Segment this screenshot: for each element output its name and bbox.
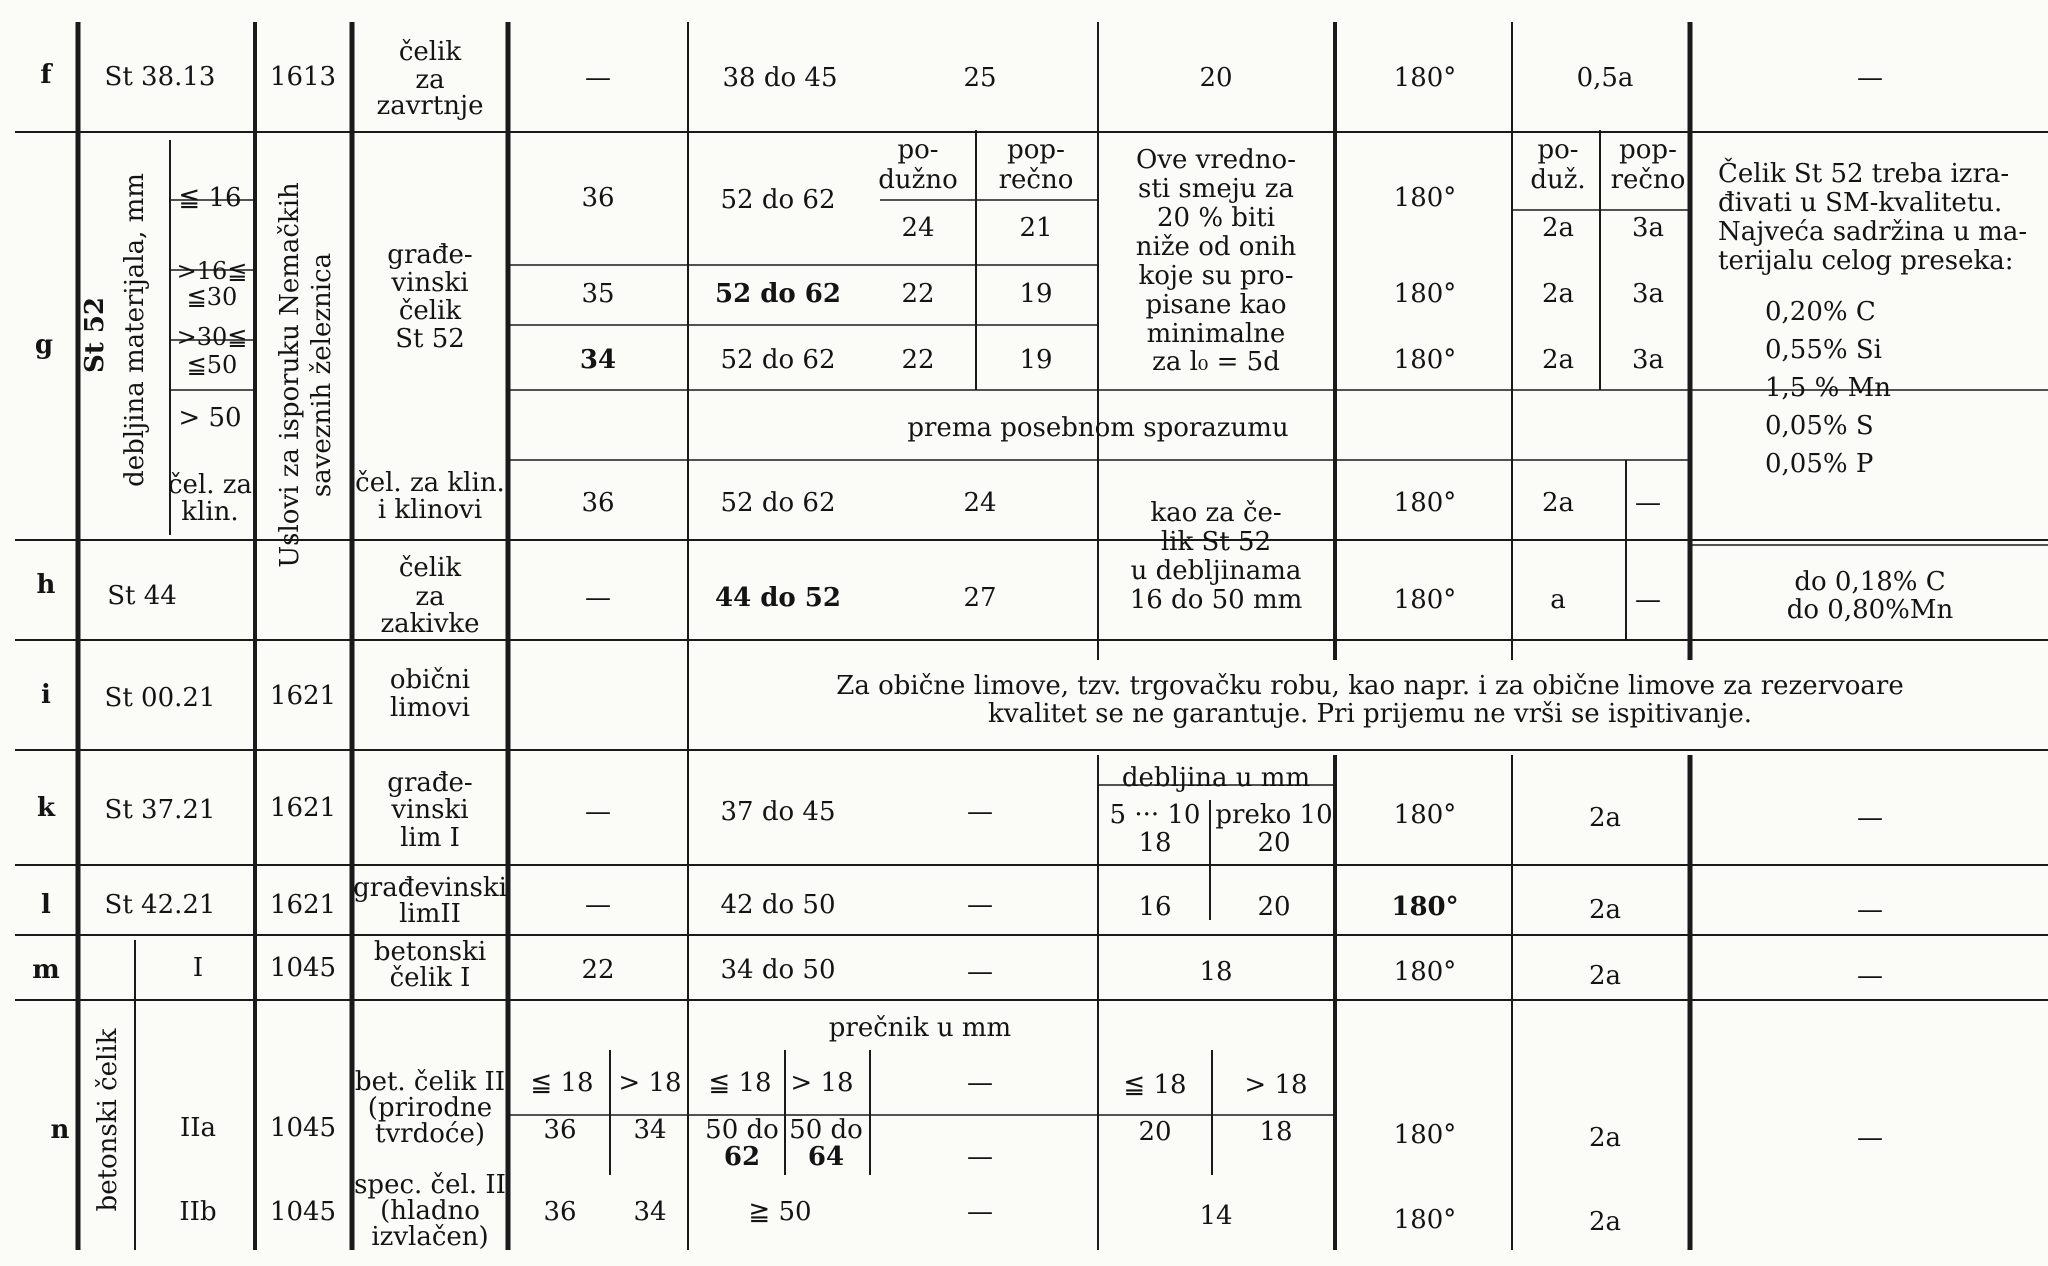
use-g-1: građe- (387, 239, 473, 270)
g-comp-3: 1,5 % Mn (1765, 373, 1891, 403)
m-v: 18 (1199, 956, 1233, 987)
use-g-3: čelik (398, 295, 462, 326)
l-elong: — (967, 889, 993, 920)
din-k: 1621 (269, 792, 337, 823)
row-label-n: n (50, 1114, 70, 1145)
l-strength: 42 do 50 (720, 889, 836, 920)
g-remark-2: đivati u SM-kvalitetu. (1718, 188, 2003, 218)
g-t4: > 50 (178, 402, 242, 433)
n-h6: ≦ 18 (1123, 1069, 1187, 1100)
use2-g-1: čel. za klin. (355, 467, 505, 498)
grade-i: St 00.21 (104, 682, 216, 713)
g-comp-4: 0,05% S (1765, 411, 1874, 441)
row-label-g: g (34, 329, 54, 360)
g-r1-c1: 36 (581, 182, 615, 213)
n-a7: 18 (1259, 1116, 1293, 1147)
f-mandrel: 0,5a (1576, 62, 1634, 93)
stub-vertical-2: saveznih železnica (306, 252, 337, 498)
f-strength: 38 do 45 (722, 62, 838, 93)
n-a1: 36 (543, 1114, 577, 1145)
g-r2-a: 22 (901, 278, 935, 309)
g-r1-m1: 2a (1541, 212, 1575, 243)
g-r5-elong: 24 (963, 487, 997, 518)
g-r1-b: 21 (1019, 212, 1053, 243)
f-remark: — (1857, 62, 1883, 93)
use-k-2: vinski (391, 794, 469, 825)
n-bend: 180° (1393, 1119, 1457, 1150)
f-c1: — (585, 62, 611, 93)
g-subhead-a2: dužno (878, 164, 958, 195)
h-m2: — (1635, 584, 1661, 615)
h-remark-2: do 0,80%Mn (1786, 594, 1954, 625)
g-t3: >30≦ (176, 323, 248, 352)
g-r2-b: 19 (1019, 278, 1053, 309)
n-a3-2: 62 (723, 1141, 761, 1172)
use-f-3: zavrtnje (376, 90, 484, 121)
m-mandrel: 2a (1588, 960, 1622, 991)
g-r3-a: 22 (901, 344, 935, 375)
g-thickness-title: debljina materijala, mm (119, 173, 150, 487)
grade-n-b: IIb (179, 1196, 217, 1227)
n-h5: — (967, 1067, 993, 1098)
din-n-a: 1045 (269, 1112, 337, 1143)
g-r1-strength: 52 do 62 (720, 184, 836, 215)
h-m1: a (1550, 584, 1566, 615)
g-remark-1: Čelik St 52 treba izra- (1718, 159, 2010, 189)
grade-n-a: IIa (179, 1112, 217, 1143)
k-remark: — (1857, 802, 1883, 833)
use-i-1: obični (389, 664, 471, 695)
h-remark-1: do 0,18% C (1794, 566, 1946, 597)
row-label-h: h (36, 569, 56, 600)
g-r1-bend: 180° (1393, 182, 1457, 213)
grade-g: St 52 (79, 296, 110, 374)
g-r5-bend: 180° (1393, 487, 1457, 518)
i-text-1: Za obične limove, tzv. trgovačku robu, kao napr. i za obične limove za rezervoare (836, 670, 1904, 701)
din-l: 1621 (269, 889, 337, 920)
row-label-f: f (40, 59, 52, 90)
use-k-1: građe- (387, 767, 473, 798)
g-note-7: minimalne (1146, 318, 1286, 349)
g-r3-b: 19 (1019, 344, 1053, 375)
grade-k: St 37.21 (104, 794, 216, 825)
h-note-3: u debljinama (1130, 555, 1302, 586)
i-text-2: kvalitet se ne garantuje. Pri prijemu ne vrši se ispitivanje. (988, 698, 1752, 729)
g-r3-c1: 34 (579, 344, 617, 375)
g-subhead-d1: pop- (1619, 134, 1677, 165)
g-t3b: ≦50 (186, 351, 238, 380)
grade-l: St 42.21 (104, 889, 216, 920)
g-subhead-c2: duž. (1530, 164, 1586, 195)
h-strength: 44 do 52 (715, 582, 841, 613)
din-f: 1613 (269, 61, 337, 92)
g-r5-c1: 36 (581, 487, 615, 518)
use-f-2: za (415, 64, 445, 95)
k-th-b: preko 10 (1215, 799, 1333, 830)
use-g-4: St 52 (395, 323, 465, 354)
din-m: 1045 (269, 952, 337, 983)
k-thick-title: debljina u mm (1121, 762, 1311, 793)
use-n-a-2: (prirodne (367, 1092, 493, 1123)
g-r1-a: 24 (901, 212, 935, 243)
use-k-3: lim I (400, 822, 460, 853)
n-h1: ≦ 18 (530, 1067, 594, 1098)
g-comp-5: 0,05% P (1765, 449, 1874, 479)
n-remark: — (1857, 1122, 1883, 1153)
m-elong: — (967, 956, 993, 987)
g-note-2: sti smeju za (1137, 173, 1295, 204)
use-n-a-3: tvrdoće) (375, 1118, 485, 1149)
k-v-a: 18 (1138, 827, 1172, 858)
g-r3-m1: 2a (1541, 344, 1575, 375)
use-l-1: građevinski (353, 872, 507, 903)
h-note-1: kao za če- (1150, 497, 1282, 528)
n-b5: — (967, 1196, 993, 1227)
g-r1-m2: 3a (1631, 212, 1665, 243)
n-h3: ≦ 18 (708, 1067, 772, 1098)
g-remark-4: terijalu celog preseka: (1718, 246, 2014, 276)
h-note-2: lik St 52 (1160, 526, 1272, 557)
g-subhead-b2: rečno (998, 164, 1074, 195)
n-b2: 34 (633, 1196, 667, 1227)
din-n-b: 1045 (269, 1196, 337, 1227)
m-bend: 180° (1393, 956, 1457, 987)
g-note-3: 20 % biti (1156, 202, 1276, 233)
n-diam-title: prečnik u mm (828, 1012, 1012, 1043)
k-elong: — (967, 796, 993, 827)
g-subhead-b1: pop- (1007, 134, 1065, 165)
n-a4-1: 50 do (789, 1114, 863, 1145)
k-th-a: 5 ··· 10 (1109, 799, 1201, 830)
g-r2-m2: 3a (1631, 278, 1665, 309)
row-label-l: l (41, 889, 51, 920)
g-note-5: koje su pro- (1138, 260, 1294, 291)
g-special: prema posebnom sporazumu (907, 412, 1289, 443)
use-f-1: čelik (398, 36, 462, 67)
l-mandrel: 2a (1588, 894, 1622, 925)
use-n-b-1: spec. čel. II (354, 1169, 506, 1200)
n-a6: 20 (1138, 1116, 1172, 1147)
use-h-1: čelik (398, 552, 462, 583)
g-t2b: ≦30 (186, 283, 238, 312)
g-t5-1: čel. za (168, 469, 252, 500)
g-r3-strength: 52 do 62 (720, 344, 836, 375)
n-h7: > 18 (1244, 1069, 1308, 1100)
n-a4-2: 64 (807, 1141, 845, 1172)
g-subhead-a1: po- (897, 134, 939, 165)
row-label-m: m (32, 954, 60, 985)
din-i: 1621 (269, 680, 337, 711)
use2-g-2: i klinovi (377, 494, 483, 525)
g-t5-2: klin. (181, 496, 239, 527)
grade-h: St 44 (107, 580, 177, 611)
h-c1: — (585, 582, 611, 613)
use-h-2: za (415, 581, 445, 612)
grade-f: St 38.13 (104, 61, 216, 92)
n-a3-1: 50 do (705, 1114, 779, 1145)
g-r2-c1: 35 (581, 278, 615, 309)
l-v-b: 20 (1257, 891, 1291, 922)
l-remark: — (1857, 894, 1883, 925)
g-subhead-c1: po- (1537, 134, 1579, 165)
g-t2: >16≦ (176, 257, 248, 286)
use-n-b-2: (hladno (380, 1195, 480, 1226)
n-h2: > 18 (618, 1067, 682, 1098)
use-h-3: zakivke (380, 608, 480, 639)
g-t1: ≦ 16 (178, 182, 242, 213)
g-note-4: niže od onih (1135, 231, 1297, 262)
use-i-2: limovi (390, 692, 470, 723)
n-b3: ≧ 50 (748, 1196, 812, 1227)
grade-m: I (192, 952, 204, 983)
use-m-1: betonski (373, 936, 487, 967)
g-r2-m1: 2a (1541, 278, 1575, 309)
l-c1: — (585, 889, 611, 920)
n-mandrel-b: 2a (1588, 1206, 1622, 1237)
f-elong2: 20 (1199, 62, 1233, 93)
k-c1: — (585, 796, 611, 827)
g-subhead-d2: rečno (1610, 164, 1686, 195)
g-r3-m2: 3a (1631, 344, 1665, 375)
k-bend: 180° (1393, 799, 1457, 830)
h-note-4: 16 do 50 mm (1129, 584, 1303, 615)
use-m-2: čelik I (389, 962, 471, 993)
use-l-2: limII (399, 898, 461, 929)
n-a2: 34 (633, 1114, 667, 1145)
m-strength: 34 do 50 (720, 954, 836, 985)
h-bend: 180° (1393, 584, 1457, 615)
g-r3-bend: 180° (1393, 344, 1457, 375)
f-bend: 180° (1393, 62, 1457, 93)
g-comp-1: 0,20% C (1765, 297, 1876, 327)
n-h4: > 18 (790, 1067, 854, 1098)
use-n-b-3: izvlačen) (371, 1221, 489, 1252)
g-note-8: za l₀ = 5d (1152, 346, 1280, 377)
n-a5: — (967, 1141, 993, 1172)
g-r5-m1: 2a (1541, 487, 1575, 518)
l-v-a: 16 (1138, 891, 1172, 922)
stub-vertical-1: Uslovi za isporuku Nemačkih (274, 182, 305, 568)
g-note-1: Ove vredno- (1136, 144, 1296, 175)
f-elong: 25 (963, 62, 997, 93)
l-bend: 180° (1391, 891, 1459, 922)
g-remark-3: Najveća sadržina u ma- (1718, 217, 2028, 247)
g-r5-strength: 52 do 62 (720, 487, 836, 518)
n-mandrel: 2a (1588, 1122, 1622, 1153)
k-mandrel: 2a (1588, 802, 1622, 833)
n-b1: 36 (543, 1196, 577, 1227)
g-r5-m2: — (1635, 487, 1661, 518)
g-r2-bend: 180° (1393, 278, 1457, 309)
n-bend-b: 180° (1393, 1204, 1457, 1235)
use-n-a-1: bet. čelik II (354, 1066, 506, 1097)
h-elong: 27 (963, 582, 997, 613)
use-g-2: vinski (391, 267, 469, 298)
n-b6: 14 (1199, 1200, 1233, 1231)
n-group: betonski čelik (92, 1028, 123, 1212)
g-comp-2: 0,55% Si (1765, 335, 1882, 365)
g-r2-strength: 52 do 62 (715, 278, 841, 309)
row-label-i: i (41, 679, 51, 710)
k-v-b: 20 (1257, 827, 1291, 858)
row-label-k: k (36, 792, 56, 823)
m-remark: — (1857, 960, 1883, 991)
m-c1: 22 (581, 954, 615, 985)
k-strength: 37 do 45 (720, 796, 836, 827)
g-note-6: pisane kao (1145, 289, 1287, 320)
